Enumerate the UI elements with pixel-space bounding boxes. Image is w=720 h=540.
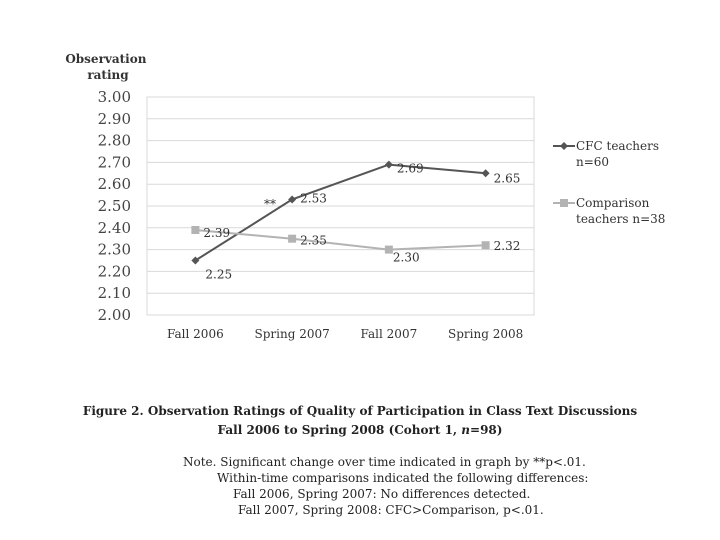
y-tick-label: 2.30 <box>97 240 131 259</box>
x-tick-label: Spring 2007 <box>254 327 330 341</box>
series-line <box>195 230 485 250</box>
y-tick-label: 2.70 <box>97 153 131 172</box>
y-tick-label: 2.10 <box>97 284 131 303</box>
data-label: 2.53 <box>300 191 327 206</box>
caption-line-1: Figure 2. Observation Ratings of Quality of Participation in Class Text Discussions <box>82 404 638 418</box>
data-label: 2.65 <box>493 171 521 186</box>
data-point <box>482 241 490 249</box>
significance-annotation: ** <box>264 197 276 211</box>
legend-marker <box>560 199 568 207</box>
y-tick-label: 3.00 <box>97 88 131 106</box>
caption-line-2: Fall 2006 to Spring 2008 (Cohort 1, n=98) <box>217 423 503 437</box>
note-line-3: Fall 2006, Spring 2007: No differences detected. <box>233 487 531 501</box>
legend-marker <box>560 142 568 150</box>
series-line <box>195 165 485 261</box>
data-point <box>288 235 296 243</box>
x-tick-label: Fall 2007 <box>360 327 418 341</box>
data-point <box>482 169 490 177</box>
y-tick-label: 2.60 <box>97 175 131 194</box>
y-tick-label: 2.00 <box>97 306 131 324</box>
y-tick-label: 2.20 <box>97 262 131 281</box>
y-axis-label: Observation rating <box>65 52 147 82</box>
note-line-1: Note. Significant change over time indicated in graph by **p<.01. <box>183 455 586 469</box>
data-label: 2.39 <box>203 225 231 240</box>
y-tick-label: 2.80 <box>97 131 131 150</box>
data-label: 2.32 <box>493 239 521 254</box>
y-tick-label: 2.90 <box>97 109 131 128</box>
note-line-4: Fall 2007, Spring 2008: CFC>Comparison, p<.01. <box>238 503 544 517</box>
data-label: 2.25 <box>205 267 233 282</box>
data-point <box>385 246 393 254</box>
y-tick-label: 2.40 <box>97 218 131 237</box>
legend-label: n=60 <box>576 155 610 169</box>
x-tick-label: Spring 2008 <box>448 327 524 341</box>
figure-caption <box>0 402 720 440</box>
note-line-2: Within-time comparisons indicated the following differences: <box>217 471 589 485</box>
data-label: 2.69 <box>396 161 424 176</box>
data-label: 2.35 <box>300 233 327 248</box>
data-point <box>191 226 199 234</box>
legend-label: Comparison <box>576 196 650 210</box>
data-point <box>385 161 393 169</box>
y-tick-label: 2.50 <box>97 197 131 215</box>
legend-label: CFC teachers <box>576 139 660 153</box>
data-label: 2.30 <box>392 250 420 265</box>
legend-label: teachers n=38 <box>576 212 666 226</box>
x-tick-label: Fall 2006 <box>167 327 224 341</box>
